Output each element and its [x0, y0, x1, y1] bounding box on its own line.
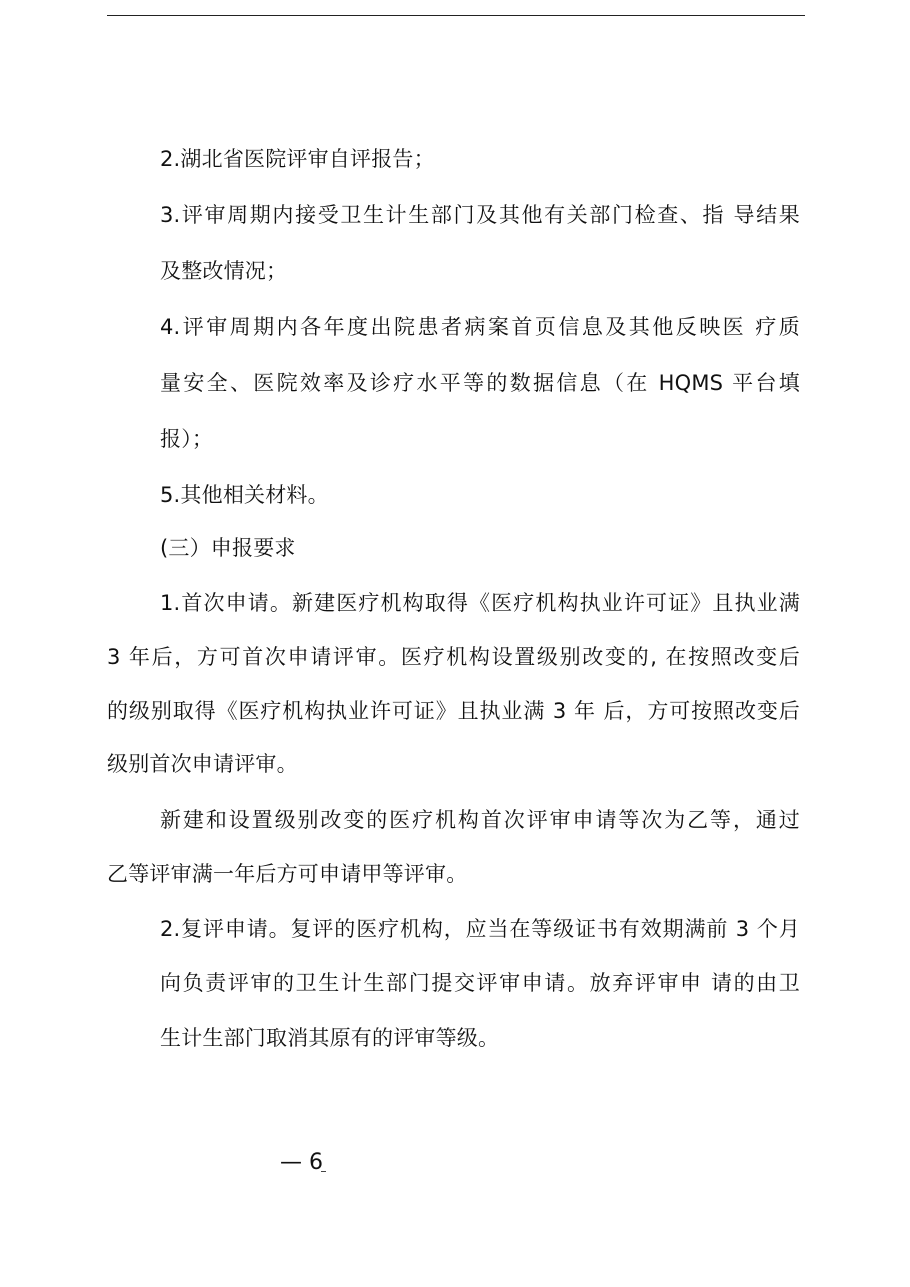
text-line-11: 的级别取得《医疗机构执业许可证》且执业满 3 年 后，方可按照改变后: [107, 699, 800, 723]
section-heading: (三）申报要求: [160, 536, 296, 560]
text-line-6: 报）；: [160, 427, 214, 451]
header-rule: [107, 15, 805, 16]
text-line-7: 5.其他相关材料。: [160, 483, 329, 507]
text-line-4: 4.评审周期内各年度出院患者病案首页信息及其他反映医 疗质: [160, 315, 800, 339]
text-line-5: 量安全、医院效率及诊疗水平等的数据信息（在 HQMS 平台填: [160, 371, 800, 395]
text-line-10: 3 年后，方可首次申请评审。医疗机构设置级别改变的, 在按照改变后: [107, 645, 800, 669]
text-line-2: 3.评审周期内接受卫生计生部门及其他有关部门检查、指 导结果: [160, 203, 800, 227]
page-number-tick: [321, 1171, 326, 1172]
text-line-14: 乙等评审满一年后方可申请甲等评审。: [107, 862, 468, 886]
text-line-12: 级别首次申请评审。: [107, 752, 298, 776]
text-line-13: 新建和设置级别改变的医疗机构首次评审申请等次为乙等，通过: [160, 808, 800, 832]
text-line-17: 生计生部门取消其原有的评审等级。: [160, 1026, 500, 1050]
text-line-3: 及整改情况；: [160, 259, 288, 283]
text-line-15: 2.复评申请。复评的医疗机构，应当在等级证书有效期满前 3 个月: [160, 917, 800, 941]
text-line-16: 向负责评审的卫生计生部门提交评审申请。放弃评审申 请的由卫: [160, 971, 800, 995]
page-number: — 6: [280, 1150, 323, 1175]
text-line-1: 2.湖北省医院评审自评报告；: [160, 147, 435, 171]
text-line-9: 1.首次申请。新建医疗机构取得《医疗机构执业许可证》且执业满: [160, 591, 800, 615]
